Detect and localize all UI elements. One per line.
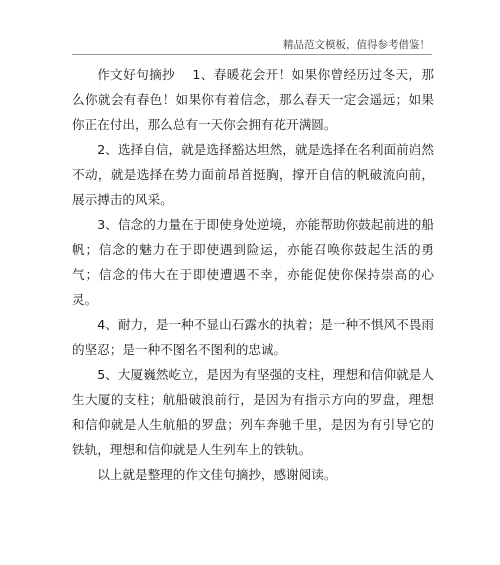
paragraph-3: 3、信念的力量在于即使身处逆境，亦能帮助你鼓起前进的船帆；信念的魅力在于即使遇到险运，亦能召唤你鼓起生活的勇气；信念的伟大在于即使遭遇不幸，亦能促使你保持崇高的心灵。 xyxy=(72,217,434,307)
document-body xyxy=(72,62,434,487)
paragraph-2: 2、选择自信，就是选择豁达坦然，就是选择在名利面前岿然不动，就是选择在势力面前昂首挺胸，撑开自信的帆破流向前，展示搏击的风采。 xyxy=(72,142,434,207)
paragraph-1: 作文好句摘抄 1、春暖花会开！如果你曾经历过冬天，那么你就会有春色！如果你有着信念，那么春天一定会遥远；如果你正在付出，那么总有一天你会拥有花开满圆。 xyxy=(72,67,434,132)
paragraph-5: 5、大厦巍然屹立，是因为有坚强的支柱，理想和信仰就是人生大厦的支柱；航船破浪前行，是因为有指示方向的罗盘，理想和信仰就是人生航船的罗盘；列车奔驰千里，是因为有引导它的铁轨，理想和信仰就是人生列车上的铁轨。 xyxy=(72,367,434,457)
page-header xyxy=(72,38,432,55)
header-text: 精品范文模板，值得参考借鉴！ xyxy=(283,39,430,51)
paragraph-closing: 以上就是整理的作文佳句摘抄，感谢阅读。 xyxy=(97,467,337,482)
paragraph-4: 4、耐力，是一种不显山石露水的执着；是一种不惧风不畏雨的坚忍；是一种不图名不图利的忠诚。 xyxy=(72,317,434,357)
